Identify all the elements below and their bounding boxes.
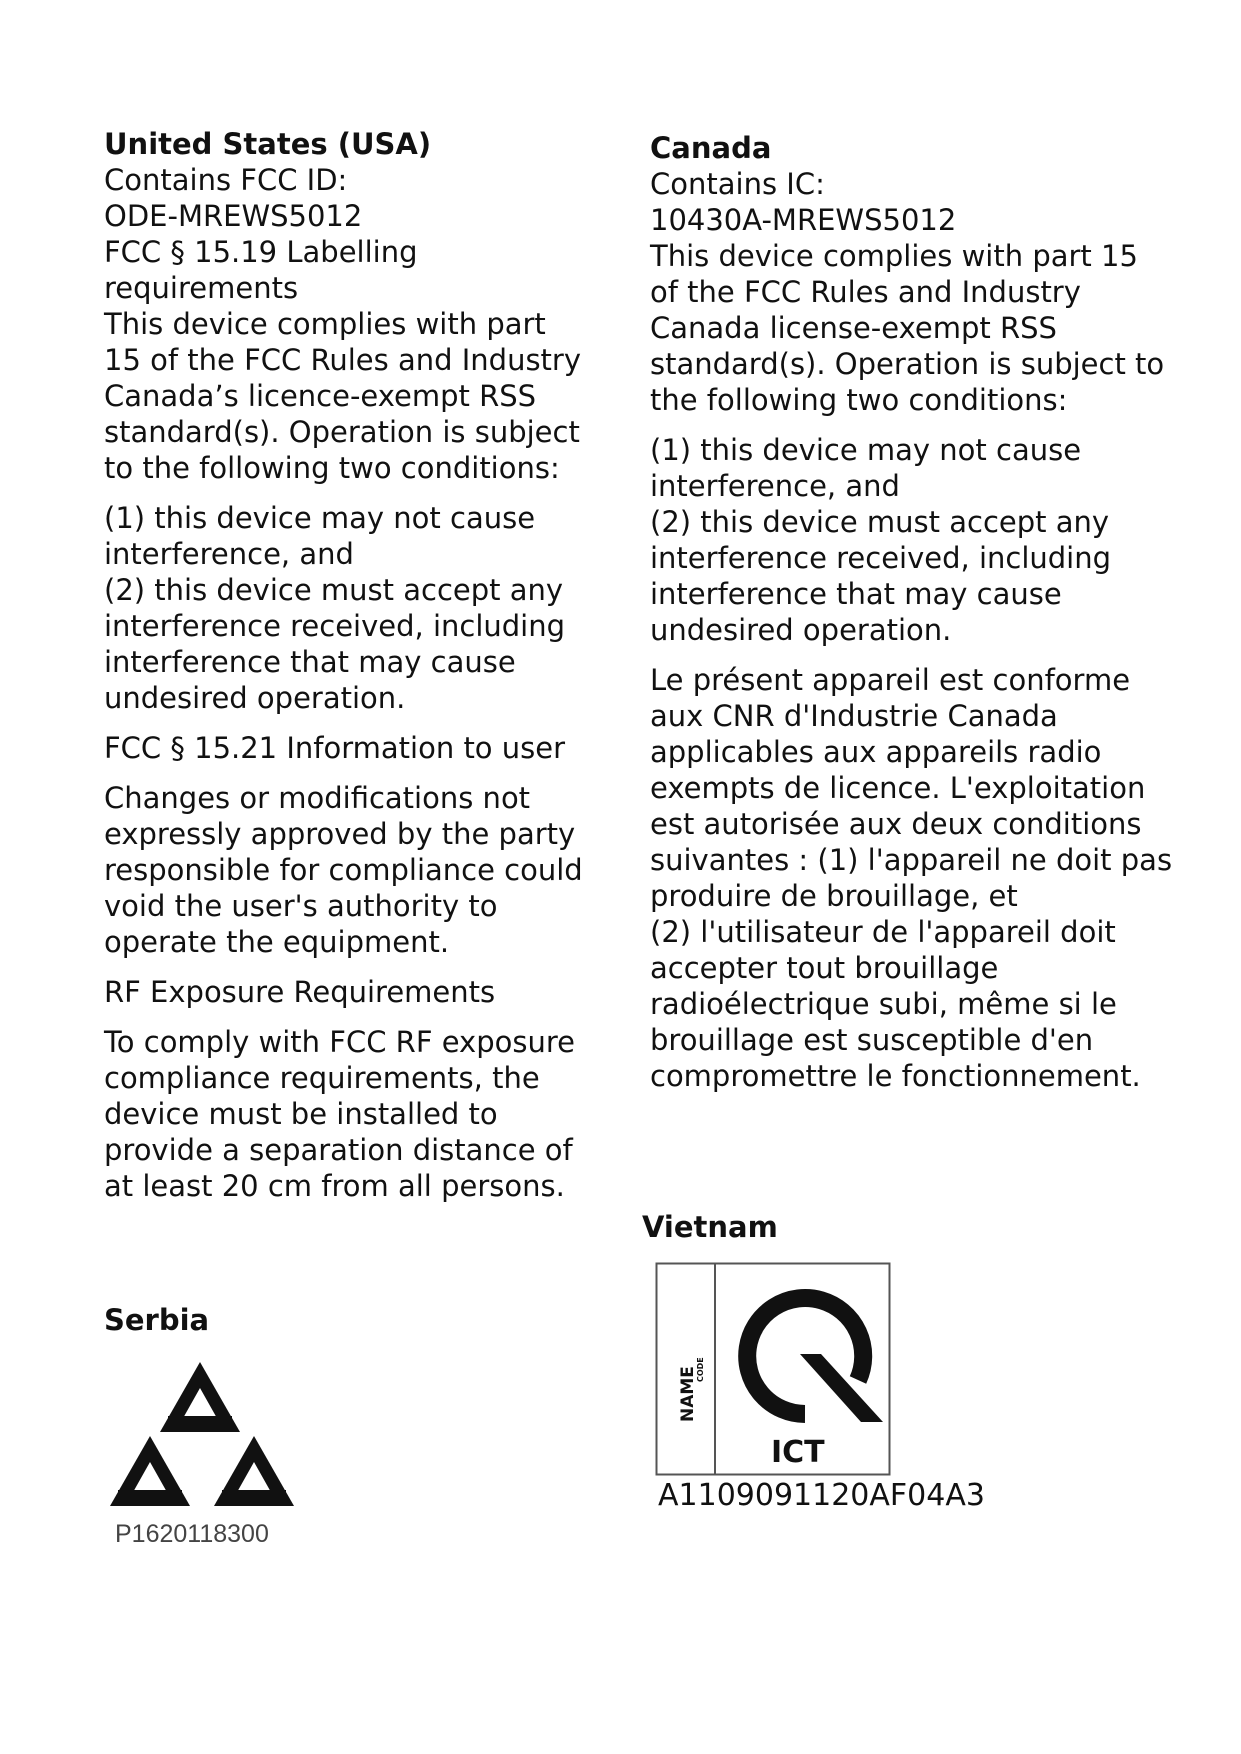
text-line: exempts de licence. L'exploitation xyxy=(650,771,1146,805)
text-line: accepter tout brouillage xyxy=(650,951,999,985)
canada-section xyxy=(650,130,1190,1094)
text-line: undesired operation. xyxy=(104,681,406,715)
text-line: interference received, including xyxy=(104,609,566,643)
fcc-id-label: Contains FCC ID: xyxy=(104,163,348,197)
text-line: interference, and xyxy=(104,537,354,571)
text-line: expressly approved by the party xyxy=(104,817,576,851)
logo-name-text: NAME xyxy=(678,1366,698,1422)
text-line: standard(s). Operation is subject xyxy=(104,415,580,449)
text-line: provide a separation distance of xyxy=(104,1133,573,1167)
text-line: produire de brouillage, et xyxy=(650,879,1018,913)
text-line: radioélectrique subi, même si le xyxy=(650,987,1117,1021)
vietnam-heading: Vietnam xyxy=(642,1210,778,1244)
text-line: interference received, including xyxy=(650,541,1112,575)
fcc-id: ODE-MREWS5012 xyxy=(104,199,363,233)
serbia-code: P1620118300 xyxy=(115,1520,269,1548)
info-heading: FCC § 15.21 Information to user xyxy=(104,731,566,765)
text-line: aux CNR d'Industrie Canada xyxy=(650,699,1058,733)
text-line: void the user's authority to xyxy=(104,889,498,923)
text-line: interference that may cause xyxy=(104,645,516,679)
text-line: (1) this device may not cause xyxy=(104,501,536,535)
text-line: operate the equipment. xyxy=(104,925,450,959)
rf-heading: RF Exposure Requirements xyxy=(104,975,496,1009)
text-line: the following two conditions: xyxy=(650,383,1068,417)
text-line: interference that may cause xyxy=(650,577,1062,611)
text-line: responsible for compliance could xyxy=(104,853,583,887)
text-line: est autorisée aux deux conditions xyxy=(650,807,1142,841)
text-line: at least 20 cm from all persons. xyxy=(104,1169,565,1203)
text-line: Canada’s licence-exempt RSS xyxy=(104,379,537,413)
vietnam-code: A1109091120AF04A3 xyxy=(658,1478,985,1513)
ic-label: Contains IC: xyxy=(650,167,825,201)
text-line: (1) this device may not cause xyxy=(650,433,1082,467)
logo-code-text: CODE xyxy=(696,1357,705,1382)
usa-heading: United States (USA) xyxy=(104,127,432,161)
canada-french xyxy=(650,662,1190,1094)
labelling-line-1: FCC § 15.19 Labelling xyxy=(104,235,418,269)
labelling-line-2: requirements xyxy=(104,271,299,305)
text-line: to the following two conditions: xyxy=(104,451,560,485)
canada-compliance xyxy=(650,238,1190,418)
serbia-triangle-mark-icon xyxy=(108,1356,298,1518)
canada-conditions xyxy=(650,432,1190,648)
text-line: of the FCC Rules and Industry xyxy=(650,275,1081,309)
usa-compliance xyxy=(104,306,624,486)
text-line: undesired operation. xyxy=(650,613,952,647)
text-line: compromettre le fonctionnement. xyxy=(650,1059,1141,1093)
text-line: 15 of the FCC Rules and Industry xyxy=(104,343,582,377)
usa-info xyxy=(104,780,624,960)
usa-section xyxy=(104,126,624,1204)
text-line: (2) l'utilisateur de l'appareil doit xyxy=(650,915,1116,949)
text-line: interference, and xyxy=(650,469,900,503)
text-line: brouillage est susceptible d'en xyxy=(650,1023,1094,1057)
text-line: (2) this device must accept any xyxy=(104,573,564,607)
text-line: This device complies with part 15 xyxy=(650,239,1138,273)
canada-heading: Canada xyxy=(650,131,772,165)
ict-mark-icon xyxy=(655,1262,891,1476)
text-line: device must be installed to xyxy=(104,1097,498,1131)
text-line: Canada license-exempt RSS xyxy=(650,311,1057,345)
text-line: standard(s). Operation is subject to xyxy=(650,347,1165,381)
text-line: This device complies with part xyxy=(104,307,546,341)
logo-ict-text: ICT xyxy=(771,1435,825,1470)
ic-number: 10430A-MREWS5012 xyxy=(650,203,957,237)
text-line: Changes or modifications not xyxy=(104,781,531,815)
text-line: compliance requirements, the xyxy=(104,1061,540,1095)
text-line: Le présent appareil est conforme xyxy=(650,663,1131,697)
text-line: applicables aux appareils radio xyxy=(650,735,1102,769)
text-line: (2) this device must accept any xyxy=(650,505,1110,539)
serbia-heading: Serbia xyxy=(104,1303,210,1337)
usa-conditions xyxy=(104,500,624,716)
text-line: suivantes : (1) l'appareil ne doit pas xyxy=(650,843,1173,877)
text-line: To comply with FCC RF exposure xyxy=(104,1025,575,1059)
usa-rf xyxy=(104,1024,624,1204)
